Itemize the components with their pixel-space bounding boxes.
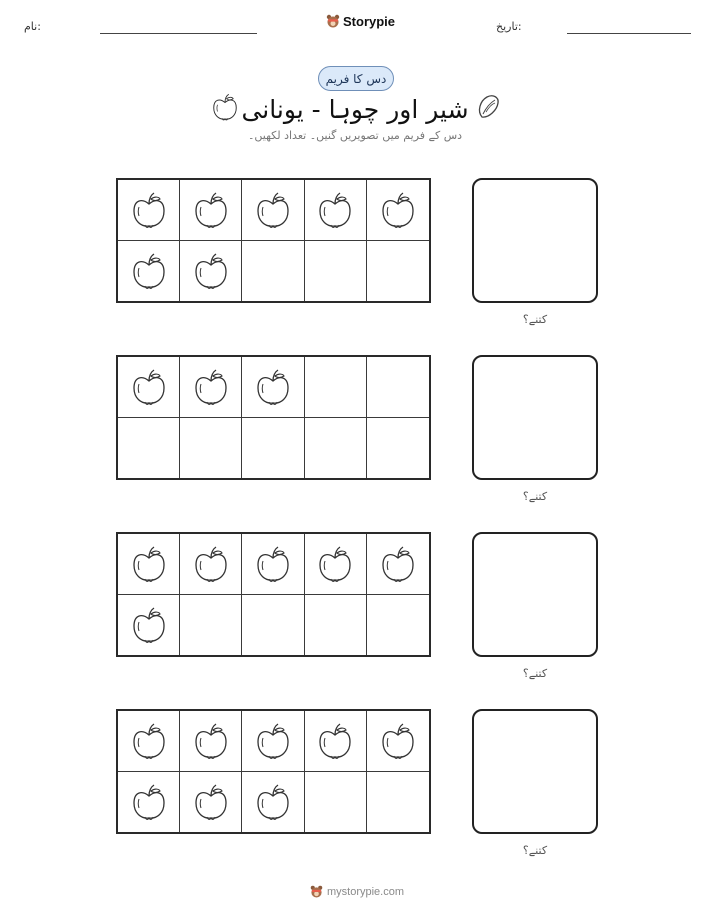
apple-icon <box>129 251 169 291</box>
frame-cell <box>180 711 242 772</box>
bear-logo-icon <box>326 13 340 29</box>
worksheet-type-badge: دس کا فریم <box>318 66 394 91</box>
frame-cell <box>118 357 180 418</box>
apple-icon <box>253 190 293 230</box>
answer-box-2[interactable] <box>472 355 598 480</box>
apple-icon <box>129 544 169 584</box>
frame-cell <box>305 711 367 772</box>
frame-cell <box>180 418 242 479</box>
frame-cell <box>367 418 429 479</box>
frame-cell <box>118 418 180 479</box>
apple-icon <box>253 782 293 822</box>
how-many-label-3: کتنے؟ <box>522 667 548 680</box>
logo-text: Storypie <box>343 13 396 29</box>
frame-cell <box>180 534 242 595</box>
apple-icon <box>253 544 293 584</box>
apple-icon <box>129 190 169 230</box>
frame-cell <box>118 534 180 595</box>
frame-cell <box>305 357 367 418</box>
date-label: تاریخ: <box>496 20 522 33</box>
apple-icon <box>191 544 231 584</box>
frame-cell <box>118 241 180 302</box>
frame-cell <box>305 180 367 241</box>
apple-icon <box>253 721 293 761</box>
frame-cell <box>242 357 304 418</box>
answer-box-3[interactable] <box>472 532 598 657</box>
frame-cell <box>118 711 180 772</box>
apple-icon <box>315 190 355 230</box>
name-line[interactable] <box>100 33 257 34</box>
frame-cell <box>242 711 304 772</box>
footer-url[interactable]: mystorypie.com <box>326 885 405 898</box>
frame-cell <box>367 772 429 833</box>
page-title: شیر اور چوہا - یونانی <box>241 94 469 124</box>
apple-icon <box>191 721 231 761</box>
frame-cell <box>180 180 242 241</box>
apple-icon <box>315 544 355 584</box>
frame-cell <box>118 595 180 656</box>
ten-frame-1 <box>116 178 431 303</box>
apple-icon <box>315 721 355 761</box>
apple-icon <box>129 605 169 645</box>
seed-icon <box>474 92 502 122</box>
apple-icon <box>378 190 418 230</box>
frame-cell <box>367 534 429 595</box>
ten-frame-4 <box>116 709 431 834</box>
how-many-label-2: کتنے؟ <box>522 490 548 503</box>
frame-cell <box>242 180 304 241</box>
frame-cell <box>305 418 367 479</box>
frame-cell <box>242 772 304 833</box>
frame-cell <box>242 534 304 595</box>
frame-cell <box>118 180 180 241</box>
frame-cell <box>180 772 242 833</box>
footer <box>300 884 414 899</box>
frame-cell <box>367 241 429 302</box>
how-many-label-4: کتنے؟ <box>522 844 548 857</box>
frame-cell <box>305 772 367 833</box>
frame-cell <box>367 357 429 418</box>
frame-cell <box>242 418 304 479</box>
how-many-label-1: کتنے؟ <box>522 313 548 326</box>
frame-cell <box>242 241 304 302</box>
answer-box-4[interactable] <box>472 709 598 834</box>
date-line[interactable] <box>567 33 691 34</box>
frame-cell <box>305 534 367 595</box>
name-label: نام: <box>24 20 41 33</box>
frame-cell <box>305 241 367 302</box>
storypie-logo <box>326 13 395 29</box>
frame-cell <box>367 711 429 772</box>
frame-cell <box>180 241 242 302</box>
frame-cell <box>180 357 242 418</box>
apple-icon <box>191 782 231 822</box>
frame-cell <box>180 595 242 656</box>
apple-icon <box>191 251 231 291</box>
bear-logo-icon <box>310 884 323 899</box>
apple-icon <box>378 544 418 584</box>
frame-cell <box>305 595 367 656</box>
apple-icon <box>378 721 418 761</box>
frame-cell <box>367 595 429 656</box>
apple-icon <box>129 721 169 761</box>
ten-frame-2 <box>116 355 431 480</box>
ten-frame-3 <box>116 532 431 657</box>
apple-icon <box>129 782 169 822</box>
apple-icon <box>129 367 169 407</box>
frame-cell <box>118 772 180 833</box>
answer-box-1[interactable] <box>472 178 598 303</box>
frame-cell <box>367 180 429 241</box>
apple-icon <box>191 190 231 230</box>
apple-icon <box>191 367 231 407</box>
instruction-text: دس کے فریم میں تصویریں گنیں۔ تعداد لکھیں۔ <box>247 129 463 142</box>
apple-icon <box>253 367 293 407</box>
frame-cell <box>242 595 304 656</box>
